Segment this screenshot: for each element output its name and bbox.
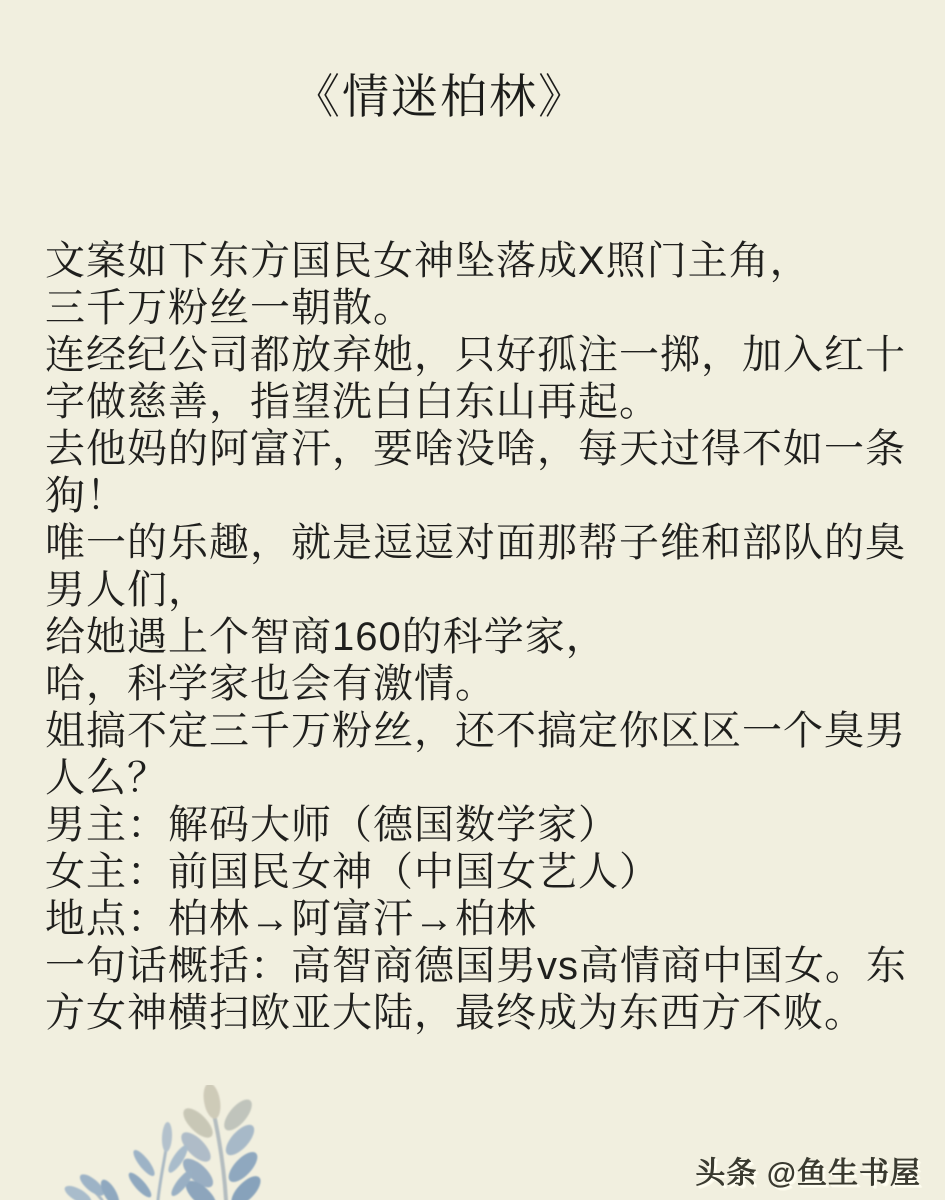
body-line: 一句话概括：高智商德国男vs高情商中国女。东 (45, 944, 907, 988)
body-line: 唯一的乐趣，就是逗逗对面那帮子维和部队的臭 (45, 521, 906, 565)
body-line: 姐搞不定三千万粉丝，还不搞定你区区一个臭男 (45, 709, 906, 753)
body-line: 三千万粉丝一朝散。 (45, 286, 414, 330)
body-line: 狗！ (45, 474, 127, 518)
watermark: 头条 @鱼生书屋 (695, 1157, 921, 1190)
body-line: 连经纪公司都放弃她，只好孤注一掷，加入红十 (45, 333, 906, 377)
body-line: 哈，科学家也会有激情。 (45, 662, 496, 706)
body-line: 字做慈善，指望洗白白东山再起。 (45, 380, 660, 424)
body-line: 男主：解码大师（德国数学家） (45, 803, 619, 847)
body-line: 地点：柏林→阿富汗→柏林 (45, 897, 537, 941)
body-line: 方女神横扫欧亚大陆，最终成为东西方不败。 (45, 991, 865, 1035)
body-line: 女主：前国民女神（中国女艺人） (45, 850, 660, 894)
synopsis-text (45, 238, 915, 1037)
body-line: 人么？ (45, 756, 168, 800)
body-line: 去他妈的阿富汗，要啥没啥，每天过得不如一条 (45, 427, 906, 471)
body-line: 文案如下东方国民女神坠落成X照门主角， (45, 239, 811, 283)
body-line: 男人们， (45, 568, 209, 612)
page-title: 《情迷柏林》 (293, 70, 587, 123)
body-line: 给她遇上个智商160的科学家， (45, 615, 607, 659)
watercolor-plant-illustration (40, 1085, 340, 1200)
